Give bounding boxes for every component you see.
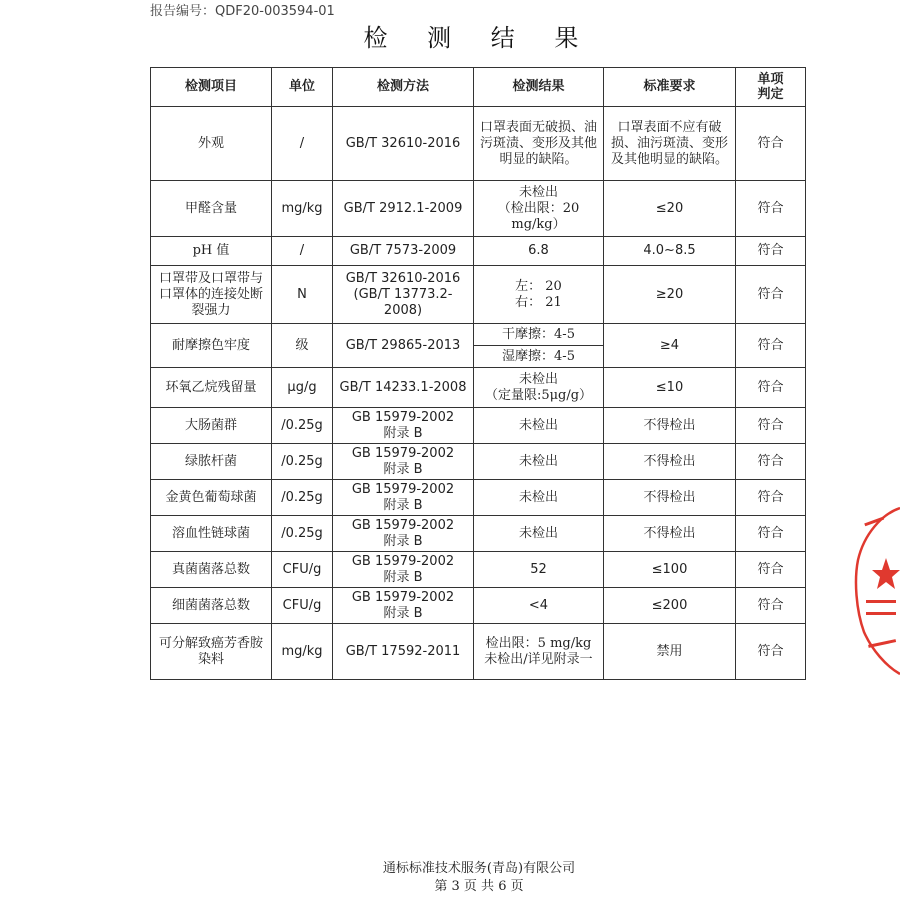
cell-unit: / [272, 237, 333, 266]
header-standard: 标准要求 [604, 68, 736, 107]
cell-method: GB 15979-2002 附录 B [333, 444, 474, 480]
cell-judgement: 符合 [736, 480, 806, 516]
cell-judgement: 符合 [736, 408, 806, 444]
cell-result-dry: 干摩擦：4-5 [474, 324, 604, 346]
cell-result: 6.8 [474, 237, 604, 266]
cell-method: GB/T 2912.1-2009 [333, 181, 474, 237]
header-judgement: 单项 判定 [736, 68, 806, 107]
footer-company: 通标标准技术服务(青岛)有限公司 [382, 861, 576, 876]
table-row [151, 237, 806, 266]
cell-judgement: 符合 [736, 516, 806, 552]
cell-unit: CFU/g [272, 588, 333, 624]
cell-item: 金黄色葡萄球菌 [151, 480, 272, 516]
cell-item: 环氧乙烷残留量 [151, 368, 272, 408]
cell-result: 未检出 （检出限：20 mg/kg） [474, 181, 604, 237]
table-row [151, 444, 806, 480]
cell-method: GB/T 17592-2011 [333, 624, 474, 680]
cell-standard: ≤100 [604, 552, 736, 588]
cell-item: 溶血性链球菌 [151, 516, 272, 552]
cell-standard: 4.0~8.5 [604, 237, 736, 266]
cell-standard: 口罩表面不应有破损、油污斑渍、变形及其他明显的缺陷。 [604, 107, 736, 181]
table-header-row [151, 68, 806, 107]
cell-result: <4 [474, 588, 604, 624]
cell-standard: ≤10 [604, 368, 736, 408]
cell-judgement: 符合 [736, 552, 806, 588]
cell-unit: mg/kg [272, 624, 333, 680]
cell-result: 检出限：5 mg/kg 未检出/详见附录一 [474, 624, 604, 680]
header-method: 检测方法 [333, 68, 474, 107]
cell-method: GB 15979-2002 附录 B [333, 408, 474, 444]
cell-judgement: 符合 [736, 266, 806, 324]
cell-standard: 不得检出 [604, 480, 736, 516]
report-number: 报告编号：QDF20-003594-01 [150, 4, 335, 19]
cell-judgement: 符合 [736, 624, 806, 680]
cell-judgement: 符合 [736, 237, 806, 266]
cell-standard: 不得检出 [604, 516, 736, 552]
cell-unit: μg/g [272, 368, 333, 408]
table-row [151, 324, 806, 346]
cell-item: 耐摩擦色牢度 [151, 324, 272, 368]
cell-method: GB 15979-2002 附录 B [333, 516, 474, 552]
cell-standard: ≥4 [604, 324, 736, 368]
header-item: 检测项目 [151, 68, 272, 107]
cell-standard: ≥20 [604, 266, 736, 324]
cell-unit: /0.25g [272, 516, 333, 552]
cell-item: 甲醛含量 [151, 181, 272, 237]
cell-judgement: 符合 [736, 588, 806, 624]
cell-result: 未检出 [474, 480, 604, 516]
cell-judgement: 符合 [736, 368, 806, 408]
cell-result: 52 [474, 552, 604, 588]
table-row [151, 516, 806, 552]
cell-method: GB/T 14233.1-2008 [333, 368, 474, 408]
cell-method: GB/T 32610-2016 [333, 107, 474, 181]
cell-item: 细菌菌落总数 [151, 588, 272, 624]
cell-item: 绿脓杆菌 [151, 444, 272, 480]
cell-judgement: 符合 [736, 181, 806, 237]
cell-judgement: 符合 [736, 324, 806, 368]
cell-unit: /0.25g [272, 444, 333, 480]
cell-result-wet: 湿摩擦：4-5 [474, 346, 604, 368]
cell-method: GB 15979-2002 附录 B [333, 588, 474, 624]
header-result: 检测结果 [474, 68, 604, 107]
cell-standard: 不得检出 [604, 444, 736, 480]
footer-page-number: 第 3 页 共 6 页 [434, 879, 524, 894]
results-table [150, 67, 806, 680]
cell-standard: 不得检出 [604, 408, 736, 444]
table-row [151, 181, 806, 237]
cell-item: 口罩带及口罩带与口罩体的连接处断裂强力 [151, 266, 272, 324]
cell-unit: N [272, 266, 333, 324]
cell-unit: 级 [272, 324, 333, 368]
table-row [151, 624, 806, 680]
cell-standard: 禁用 [604, 624, 736, 680]
cell-item: 真菌菌落总数 [151, 552, 272, 588]
cell-result: 未检出 [474, 408, 604, 444]
red-seal-stamp-icon [852, 500, 900, 680]
cell-item: 大肠菌群 [151, 408, 272, 444]
cell-item: 外观 [151, 107, 272, 181]
cell-standard: ≤200 [604, 588, 736, 624]
cell-result: 未检出 （定量限:5μg/g） [474, 368, 604, 408]
cell-result: 未检出 [474, 516, 604, 552]
cell-judgement: 符合 [736, 107, 806, 181]
table-row [151, 552, 806, 588]
cell-method: GB/T 7573-2009 [333, 237, 474, 266]
cell-unit: / [272, 107, 333, 181]
cell-method: GB 15979-2002 附录 B [333, 480, 474, 516]
cell-standard: ≤20 [604, 181, 736, 237]
cell-result: 左： 20 右： 21 [474, 266, 604, 324]
cell-method: GB/T 32610-2016 (GB/T 13773.2-2008) [333, 266, 474, 324]
cell-unit: CFU/g [272, 552, 333, 588]
table-row [151, 368, 806, 408]
cell-method: GB/T 29865-2013 [333, 324, 474, 368]
cell-result: 口罩表面无破损、油污斑渍、变形及其他明显的缺陷。 [474, 107, 604, 181]
table-row [151, 480, 806, 516]
cell-judgement: 符合 [736, 444, 806, 480]
cell-method: GB 15979-2002 附录 B [333, 552, 474, 588]
cell-result: 未检出 [474, 444, 604, 480]
table-row [151, 107, 806, 181]
cell-unit: mg/kg [272, 181, 333, 237]
table-row [151, 588, 806, 624]
cell-item: pH 值 [151, 237, 272, 266]
cell-unit: /0.25g [272, 408, 333, 444]
cell-item: 可分解致癌芳香胺染料 [151, 624, 272, 680]
table-row [151, 266, 806, 324]
page-title: 检 测 结 果 [363, 24, 595, 52]
cell-unit: /0.25g [272, 480, 333, 516]
table-row [151, 408, 806, 444]
header-unit: 单位 [272, 68, 333, 107]
